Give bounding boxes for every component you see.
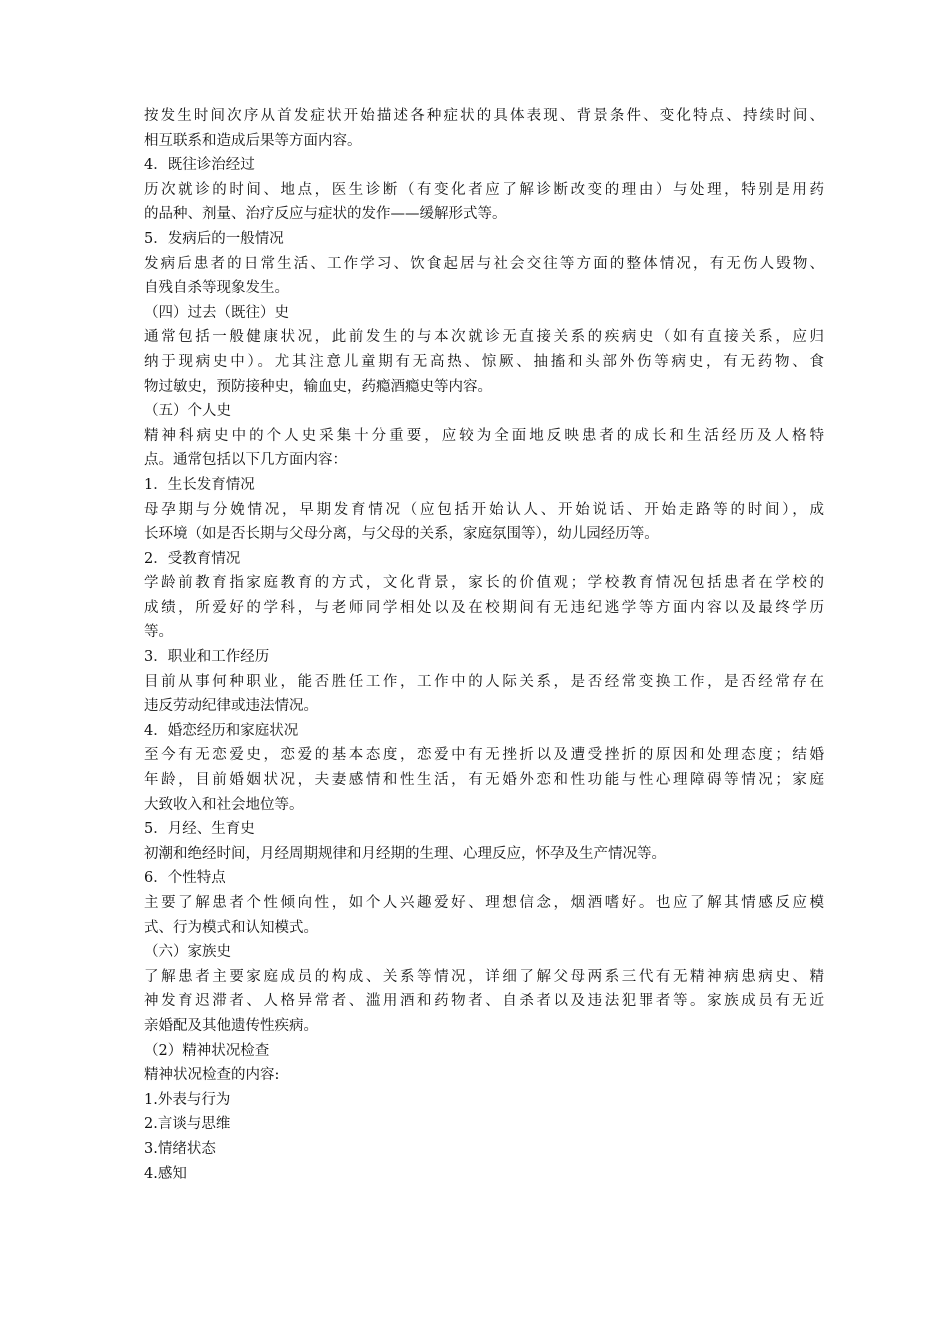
text-line: 4．婚恋经历和家庭状况 (144, 722, 299, 739)
text-line: 相互联系和造成后果等方面内容。 (144, 132, 362, 149)
text-line: 初潮和绝经时间，月经周期规律和月经期的生理、心理反应，怀孕及生产情况等。 (144, 845, 666, 862)
text-line: 精神科病史中的个人史采集十分重要，应较为全面地反映患者的成长和生活经历及人格特 (144, 427, 824, 444)
text-line: 5．月经、生育史 (144, 821, 255, 838)
text-line: 点。通常包括以下几方面内容： (144, 452, 347, 469)
text-line: 物过敏史，预防接种史，输血史，药瘾酒瘾史等内容。 (144, 378, 492, 395)
text-line: （2）精神状况检查 (144, 1042, 270, 1059)
text-line: 2．受教育情况 (144, 550, 241, 567)
text-line: （六）家族史 (144, 944, 231, 961)
text-line: 3.情绪状态 (144, 1140, 216, 1157)
text-line: 4.感知 (144, 1165, 187, 1182)
text-line: 长环境（如是否长期与父母分离，与父母的关系，家庭氛围等），幼儿园经历等。 (144, 526, 659, 543)
text-line: 按发生时间次序从首发症状开始描述各种症状的具体表现、背景条件、变化特点、持续时间、 (144, 108, 824, 124)
text-line: 5．发病后的一般情况 (144, 230, 284, 247)
text-line: 大致收入和社会地位等。 (144, 796, 304, 813)
text-line: 母孕期与分娩情况，早期发育情况（应包括开始认人、开始说话、开始走路等的时间），成 (144, 501, 824, 518)
text-line: 了解患者主要家庭成员的构成、关系等情况，详细了解父母两系三代有无精神病患病史、精 (144, 968, 824, 985)
text-line: 神发育迟滞者、人格异常者、滥用酒和药物者、自杀者以及违法犯罪者等。家族成员有无近 (144, 993, 824, 1010)
text-line: 1．生长发育情况 (144, 476, 255, 493)
text-line: 历次就诊的时间、地点，医生诊断（有变化者应了解诊断改变的理由）与处理，特别是用药 (144, 181, 824, 198)
text-line: 年龄，目前婚姻状况，夫妻感情和性生活，有无婚外恋和性功能与性心理障碍等情况；家庭 (144, 772, 824, 789)
text-line: 发病后患者的日常生活、工作学习、饮食起居与社会交往等方面的整体情况，有无伤人毁物、 (144, 255, 824, 272)
text-line: 至今有无恋爱史，恋爱的基本态度，恋爱中有无挫折以及遭受挫折的原因和处理态度；结婚 (144, 747, 824, 764)
text-line: （四）过去（既往）史 (144, 304, 289, 321)
text-line: 目前从事何种职业，能否胜任工作，工作中的人际关系，是否经常变换工作，是否经常存在 (144, 673, 824, 690)
text-line: 违反劳动纪律或违法情况。 (144, 698, 318, 715)
text-line: 3．职业和工作经历 (144, 649, 270, 666)
text-line: 精神状况检查的内容: (144, 1067, 280, 1084)
text-line: 1.外表与行为 (144, 1091, 231, 1108)
text-line: 的品种、剂量、治疗反应与症状的发作——缓解形式等。 (144, 206, 507, 223)
text-line: 自残自杀等现象发生。 (144, 280, 289, 297)
text-line: 主要了解患者个性倾向性，如个人兴趣爱好、理想信念，烟酒嗜好。也应了解其情感反应模 (144, 895, 824, 911)
text-line: 2.言谈与思维 (144, 1116, 231, 1133)
text-line: 纳于现病史中）。尤其注意儿童期有无高热、惊厥、抽搐和头部外伤等病史，有无药物、食 (144, 353, 824, 370)
text-line: 通常包括一般健康状况，此前发生的与本次就诊无直接关系的疾病史（如有直接关系，应归 (144, 329, 824, 346)
text-line: 6．个性特点 (144, 870, 226, 887)
document-body (144, 104, 824, 1186)
text-line: 4．既往诊治经过 (144, 157, 255, 174)
text-line: 式、行为模式和认知模式。 (144, 919, 318, 936)
text-line: 学龄前教育指家庭教育的方式，文化背景，家长的价值观；学校教育情况包括患者在学校的 (144, 575, 824, 592)
text-line: 亲婚配及其他遗传性疾病。 (144, 1017, 318, 1034)
text-line: 等。 (144, 624, 173, 641)
text-line: （五）个人史 (144, 403, 231, 420)
text-line: 成绩，所爱好的学科，与老师同学相处以及在校期间有无违纪逃学等方面内容以及最终学历 (144, 599, 824, 616)
